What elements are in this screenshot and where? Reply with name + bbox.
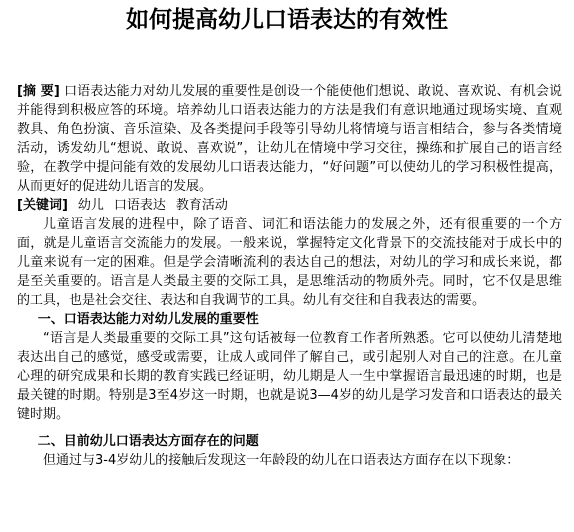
keyword-item: 教育活动 [175, 198, 228, 213]
section2-paragraph: 但通过与3-4岁幼儿的接触后发现这一年龄段的幼儿在口语表达方面存在以下现象： [43, 453, 520, 468]
keywords-line [17, 196, 562, 215]
keyword-item: 幼儿 [77, 198, 104, 213]
abstract-text: 口语表达能力对幼儿发展的重要性是创设一个能使他们想说、敢说、喜欢说、有机会说并能得到积极应答的环境。培养幼儿口语表达能力的方法是我们有意识地通过现场实境、直观教具、角色扮演、音乐渲染、及各类提问手段等引导幼儿将情境与语言相结合，参与各类情境活动，诱发幼儿“想说、敢说、喜欢说”，让幼儿在情境中学习交往，操练和扩展自己的语言经验，在教学中提问能有效的发展幼儿口语表达能力，“好问题”可以使幼儿的学习积极性提高，从而更好的促进幼儿语言的发展。 [17, 84, 562, 194]
section1-paragraph: “语言是人类最重要的交际工具”这句话被每一位教育工作者所熟悉。它可以使幼儿清楚地表达出自己的感觉，感受或需要，让成人或同伴了解自己，或引起别人对自己的注意。在儿童心理的研究成果和长期的教育实践已经证明，幼儿期是人一生中掌握语言最迅速的时期，也是最关键的时期。特别是3至4岁这一时期，也就是说3—4岁的幼儿是学习发音和口语表达的最关键时期。 [17, 331, 562, 422]
section1-heading: 一、口语表达能力对幼儿发展的重要性 [37, 312, 259, 327]
abstract-paragraph [17, 82, 562, 196]
document-body [17, 82, 562, 470]
section-spacer [17, 424, 562, 432]
keyword-item: 口语表达 [113, 198, 166, 213]
intro-paragraph: 儿童语言发展的进程中，除了语音、词汇和语法能力的发展之外，还有很重要的一个方面，就是儿童语言交流能力的发展。一般来说，掌握特定文化背景下的交流技能对于成长中的儿童来说有一定的困难。但是学会清晰流利的表达自己的想法，对幼儿的学习和成长来说，都是至关重要的。语言是人类最主要的交际工具，是思维活动的物质外壳。同时，它不仅是思维的工具，也是社会交往、表达和自我调节的工具。幼儿有交往和自我表达的需要。 [17, 217, 562, 308]
page-title: 如何提高幼儿口语表达的有效性 [126, 6, 448, 33]
abstract-label: [摘 要] [17, 84, 60, 99]
section2-heading: 二、目前幼儿口语表达方面存在的问题 [37, 434, 259, 449]
keywords-label: [关键词] [17, 198, 68, 213]
